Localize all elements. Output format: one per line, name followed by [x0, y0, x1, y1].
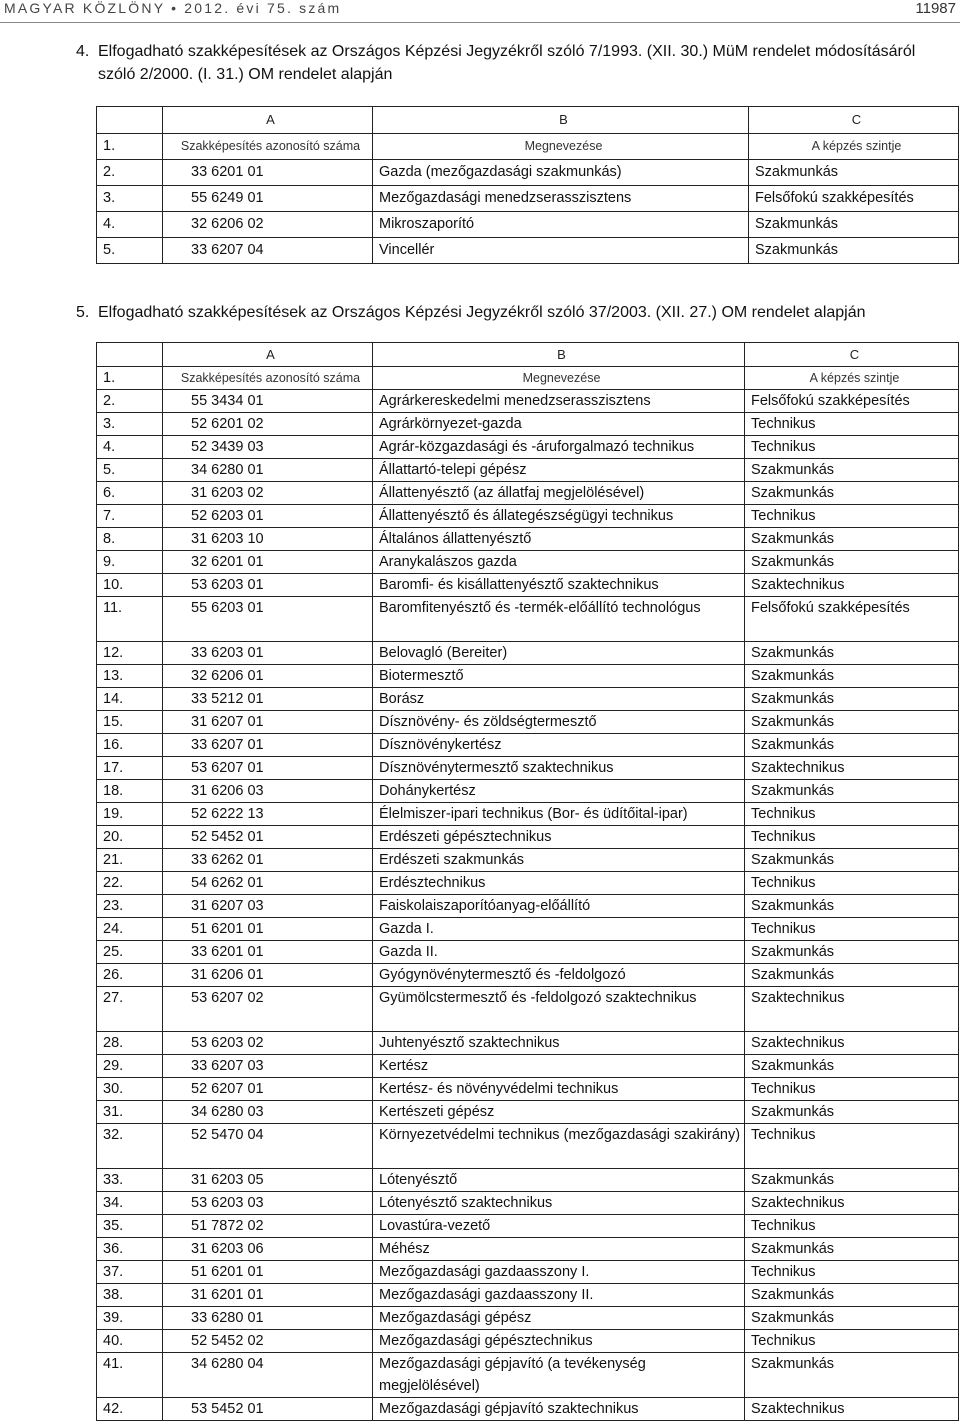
qualification-name: Aranykalászos gazda [373, 551, 745, 574]
table-row [97, 482, 959, 505]
section-5-heading [76, 301, 956, 324]
qualification-code: 31 6207 03 [163, 895, 373, 918]
table-row [97, 1353, 959, 1398]
table-row [97, 574, 959, 597]
training-level: Szakmunkás [745, 528, 959, 551]
row-number: 1. [97, 367, 163, 390]
table-row [97, 505, 959, 528]
column-title-level: A képzés szintje [749, 134, 959, 160]
table-row [97, 1215, 959, 1238]
section-4-heading [76, 40, 956, 86]
training-level: Technikus [745, 1078, 959, 1101]
training-level: Szakmunkás [745, 665, 959, 688]
table-row [97, 688, 959, 711]
training-level: Szakmunkás [745, 642, 959, 665]
table-row [97, 964, 959, 987]
training-level: Technikus [745, 436, 959, 459]
training-level: Szakmunkás [745, 1238, 959, 1261]
column-title-name: Megnevezése [373, 367, 745, 390]
qualification-name: Gyümölcstermesztő és -feldolgozó szaktechnikus [373, 987, 745, 1032]
qualification-name: Lovastúra-vezető [373, 1215, 745, 1238]
training-level: Szakmunkás [745, 551, 959, 574]
header-empty-cell [97, 343, 163, 367]
training-level: Szakmunkás [745, 711, 959, 734]
training-level: Szakmunkás [745, 780, 959, 803]
training-level: Szakmunkás [749, 160, 959, 186]
training-level: Szakmunkás [745, 459, 959, 482]
column-letter-row [97, 343, 959, 367]
row-number: 4. [97, 436, 163, 459]
qualification-name: Lótenyésztő [373, 1169, 745, 1192]
row-number: 41. [97, 1353, 163, 1398]
qualification-code: 32 6206 01 [163, 665, 373, 688]
qualification-name: Baromfi- és kisállattenyésztő szaktechnikus [373, 574, 745, 597]
qualification-name: Mikroszaporító [373, 212, 749, 238]
qualification-code: 54 6262 01 [163, 872, 373, 895]
training-level: Szakmunkás [749, 238, 959, 264]
row-number: 8. [97, 528, 163, 551]
table-row [97, 1192, 959, 1215]
column-letter-row [97, 107, 959, 134]
training-level: Felsőfokú szakképesítés [745, 390, 959, 413]
qualification-code: 53 6203 02 [163, 1032, 373, 1055]
column-letter: C [745, 343, 959, 367]
row-number: 20. [97, 826, 163, 849]
training-level: Szakmunkás [745, 849, 959, 872]
qualification-name: Erdésztechnikus [373, 872, 745, 895]
qualification-code: 33 5212 01 [163, 688, 373, 711]
column-letter: A [163, 343, 373, 367]
training-level: Technikus [745, 918, 959, 941]
qualification-code: 52 5470 04 [163, 1124, 373, 1169]
row-number: 6. [97, 482, 163, 505]
row-number: 10. [97, 574, 163, 597]
row-number: 34. [97, 1192, 163, 1215]
qualification-name: Juhtenyésztő szaktechnikus [373, 1032, 745, 1055]
row-number: 26. [97, 964, 163, 987]
row-number: 40. [97, 1330, 163, 1353]
qualification-code: 51 6201 01 [163, 918, 373, 941]
qualification-name: Erdészeti gépésztechnikus [373, 826, 745, 849]
table-row [97, 1124, 959, 1169]
qualification-code: 33 6203 01 [163, 642, 373, 665]
table-row [97, 413, 959, 436]
table-row [97, 1078, 959, 1101]
table-row [97, 895, 959, 918]
qualification-code: 55 3434 01 [163, 390, 373, 413]
table-row [97, 826, 959, 849]
training-level: Szaktechnikus [745, 987, 959, 1032]
row-number: 24. [97, 918, 163, 941]
qualification-name: Belovagló (Bereiter) [373, 642, 745, 665]
table-row [97, 780, 959, 803]
qualification-name: Mezőgazdasági gépész [373, 1307, 745, 1330]
qualification-name: Biotermesztő [373, 665, 745, 688]
table-row [97, 1398, 959, 1421]
training-level: Technikus [745, 1124, 959, 1169]
table-row [97, 711, 959, 734]
qualification-code: 52 6207 01 [163, 1078, 373, 1101]
training-level: Technikus [745, 1215, 959, 1238]
qualifications-table-1 [96, 106, 959, 264]
table-row [97, 597, 959, 642]
table-row [97, 941, 959, 964]
column-title-name: Megnevezése [373, 134, 749, 160]
qualification-name: Állattenyésztő (az állatfaj megjelölésével) [373, 482, 745, 505]
qualification-name: Kertészeti gépész [373, 1101, 745, 1124]
qualification-code: 52 6203 01 [163, 505, 373, 528]
qualification-code: 31 6207 01 [163, 711, 373, 734]
row-number: 2. [97, 160, 163, 186]
qualification-code: 51 7872 02 [163, 1215, 373, 1238]
row-number: 33. [97, 1169, 163, 1192]
training-level: Technikus [745, 872, 959, 895]
training-level: Szakmunkás [745, 734, 959, 757]
table-row [97, 160, 959, 186]
qualification-code: 33 6201 01 [163, 941, 373, 964]
qualification-code: 33 6207 04 [163, 238, 373, 264]
qualification-name: Agrárkörnyezet-gazda [373, 413, 745, 436]
qualification-code: 31 6206 03 [163, 780, 373, 803]
table-row [97, 987, 959, 1032]
qualification-code: 34 6280 03 [163, 1101, 373, 1124]
qualification-code: 34 6280 01 [163, 459, 373, 482]
journal-title: MAGYAR KÖZLÖNY • 2012. évi 75. szám [4, 0, 342, 16]
row-number: 42. [97, 1398, 163, 1421]
training-level: Szaktechnikus [745, 574, 959, 597]
qualification-name: Vincellér [373, 238, 749, 264]
row-number: 2. [97, 390, 163, 413]
qualification-name: Méhész [373, 1238, 745, 1261]
row-number: 25. [97, 941, 163, 964]
training-level: Szakmunkás [745, 1307, 959, 1330]
row-number: 16. [97, 734, 163, 757]
column-letter: C [749, 107, 959, 134]
qualification-name: Állattartó-telepi gépész [373, 459, 745, 482]
table-row [97, 1101, 959, 1124]
qualification-code: 53 6207 02 [163, 987, 373, 1032]
qualification-code: 32 6206 02 [163, 212, 373, 238]
training-level: Szakmunkás [745, 482, 959, 505]
row-number: 3. [97, 413, 163, 436]
table-row [97, 1261, 959, 1284]
table-row [97, 803, 959, 826]
training-level: Felsőfokú szakképesítés [749, 186, 959, 212]
qualification-name: Mezőgazdasági menedzserasszisztens [373, 186, 749, 212]
row-number: 12. [97, 642, 163, 665]
qualification-code: 31 6203 02 [163, 482, 373, 505]
row-number: 13. [97, 665, 163, 688]
qualification-code: 52 5452 01 [163, 826, 373, 849]
qualification-name: Mezőgazdasági gazdaasszony I. [373, 1261, 745, 1284]
column-title-code: Szakképesítés azonosító száma [163, 134, 373, 160]
row-number: 30. [97, 1078, 163, 1101]
row-number: 23. [97, 895, 163, 918]
column-title-level: A képzés szintje [745, 367, 959, 390]
training-level: Szakmunkás [745, 1169, 959, 1192]
table-row [97, 1169, 959, 1192]
qualification-code: 31 6206 01 [163, 964, 373, 987]
qualification-name: Borász [373, 688, 745, 711]
table-row [97, 1055, 959, 1078]
row-number: 18. [97, 780, 163, 803]
section-title: Elfogadható szakképesítések az Országos Képzési Jegyzékről szóló 37/2003. (XII. 27.) OM rendelet alapján [98, 304, 866, 321]
qualification-name: Mezőgazdasági gazdaasszony II. [373, 1284, 745, 1307]
training-level: Szakmunkás [745, 1055, 959, 1078]
qualification-code: 33 6280 01 [163, 1307, 373, 1330]
table-row [97, 459, 959, 482]
training-level: Szakmunkás [749, 212, 959, 238]
column-title-row [97, 367, 959, 390]
qualification-name: Kertész- és növényvédelmi technikus [373, 1078, 745, 1101]
qualification-code: 55 6249 01 [163, 186, 373, 212]
qualification-name: Gyógynövénytermesztő és -feldolgozó [373, 964, 745, 987]
qualification-code: 33 6207 01 [163, 734, 373, 757]
section-title: Elfogadható szakképesítések az Országos Képzési Jegyzékről szóló 7/1993. (XII. 30.) MüM rendelet módosításáról szóló 2/2000. (I. 31.) OM rendelet alapján [98, 43, 916, 83]
table-row [97, 1238, 959, 1261]
training-level: Technikus [745, 1330, 959, 1353]
section-number: 4. [76, 43, 90, 60]
qualification-code: 33 6262 01 [163, 849, 373, 872]
qualification-name: Állattenyésztő és állategészségügyi technikus [373, 505, 745, 528]
qualifications-table-2 [96, 342, 959, 1421]
qualification-code: 52 6201 02 [163, 413, 373, 436]
table-row [97, 390, 959, 413]
table-row [97, 1032, 959, 1055]
qualification-code: 51 6201 01 [163, 1261, 373, 1284]
row-number: 4. [97, 212, 163, 238]
qualification-name: Agrár-közgazdasági és -áruforgalmazó technikus [373, 436, 745, 459]
row-number: 14. [97, 688, 163, 711]
page-number: 11987 [915, 0, 956, 17]
row-number: 9. [97, 551, 163, 574]
qualification-code: 53 6207 01 [163, 757, 373, 780]
qualification-name: Gazda II. [373, 941, 745, 964]
qualification-code: 32 6201 01 [163, 551, 373, 574]
qualification-code: 52 6222 13 [163, 803, 373, 826]
table-row [97, 872, 959, 895]
row-number: 5. [97, 238, 163, 264]
qualification-code: 52 5452 02 [163, 1330, 373, 1353]
row-number: 36. [97, 1238, 163, 1261]
qualification-name: Agrárkereskedelmi menedzserasszisztens [373, 390, 745, 413]
row-number: 5. [97, 459, 163, 482]
row-number: 27. [97, 987, 163, 1032]
row-number: 7. [97, 505, 163, 528]
qualification-name: Mezőgazdasági gépjavító (a tevékenység megjelölésével) [373, 1353, 745, 1398]
column-letter: B [373, 343, 745, 367]
table-row [97, 436, 959, 459]
table-row [97, 757, 959, 780]
qualification-code: 31 6203 06 [163, 1238, 373, 1261]
row-number: 38. [97, 1284, 163, 1307]
qualification-code: 33 6201 01 [163, 160, 373, 186]
table-row [97, 238, 959, 264]
row-number: 37. [97, 1261, 163, 1284]
qualification-name: Dísznövénykertész [373, 734, 745, 757]
row-number: 39. [97, 1307, 163, 1330]
qualification-name: Gazda I. [373, 918, 745, 941]
qualification-name: Erdészeti szakmunkás [373, 849, 745, 872]
qualification-name: Dísznövény- és zöldségtermesztő [373, 711, 745, 734]
training-level: Technikus [745, 505, 959, 528]
table-row [97, 849, 959, 872]
row-number: 17. [97, 757, 163, 780]
qualification-name: Általános állattenyésztő [373, 528, 745, 551]
qualification-code: 52 3439 03 [163, 436, 373, 459]
row-number: 21. [97, 849, 163, 872]
table-row [97, 665, 959, 688]
qualification-code: 34 6280 04 [163, 1353, 373, 1398]
qualification-code: 53 6203 03 [163, 1192, 373, 1215]
header-empty-cell [97, 107, 163, 134]
training-level: Szaktechnikus [745, 1192, 959, 1215]
qualification-code: 55 6203 01 [163, 597, 373, 642]
qualification-code: 53 5452 01 [163, 1398, 373, 1421]
training-level: Szakmunkás [745, 1353, 959, 1398]
table-row [97, 642, 959, 665]
row-number: 22. [97, 872, 163, 895]
table-row [97, 186, 959, 212]
column-title-code: Szakképesítés azonosító száma [163, 367, 373, 390]
table-row [97, 918, 959, 941]
training-level: Technikus [745, 1261, 959, 1284]
table-row [97, 1284, 959, 1307]
training-level: Szakmunkás [745, 941, 959, 964]
training-level: Szakmunkás [745, 964, 959, 987]
qualification-name: Lótenyésztő szaktechnikus [373, 1192, 745, 1215]
training-level: Felsőfokú szakképesítés [745, 597, 959, 642]
qualification-code: 31 6203 10 [163, 528, 373, 551]
table-row [97, 528, 959, 551]
header-rule [0, 22, 960, 23]
qualification-name: Környezetvédelmi technikus (mezőgazdasági szakirány) [373, 1124, 745, 1169]
training-level: Szaktechnikus [745, 757, 959, 780]
row-number: 31. [97, 1101, 163, 1124]
table-row [97, 212, 959, 238]
row-number: 3. [97, 186, 163, 212]
training-level: Technikus [745, 803, 959, 826]
training-level: Szaktechnikus [745, 1398, 959, 1421]
qualification-name: Kertész [373, 1055, 745, 1078]
table-row [97, 1330, 959, 1353]
qualification-name: Dohánykertész [373, 780, 745, 803]
row-number: 35. [97, 1215, 163, 1238]
section-number: 5. [76, 304, 90, 321]
training-level: Szakmunkás [745, 895, 959, 918]
row-number: 28. [97, 1032, 163, 1055]
table-row [97, 551, 959, 574]
qualification-name: Mezőgazdasági gépjavító szaktechnikus [373, 1398, 745, 1421]
page-header [0, 0, 960, 26]
qualification-name: Dísznövénytermesztő szaktechnikus [373, 757, 745, 780]
qualification-code: 31 6203 05 [163, 1169, 373, 1192]
column-letter: B [373, 107, 749, 134]
row-number: 15. [97, 711, 163, 734]
table-row [97, 734, 959, 757]
qualification-name: Mezőgazdasági gépésztechnikus [373, 1330, 745, 1353]
qualification-name: Faiskolaiszaporítóanyag-előállító [373, 895, 745, 918]
training-level: Szakmunkás [745, 688, 959, 711]
qualification-name: Élelmiszer-ipari technikus (Bor- és üdítőital-ipar) [373, 803, 745, 826]
row-number: 19. [97, 803, 163, 826]
training-level: Szaktechnikus [745, 1032, 959, 1055]
table-row [97, 1307, 959, 1330]
qualification-name: Baromfitenyésztő és -termék-előállító technológus [373, 597, 745, 642]
qualification-code: 31 6201 01 [163, 1284, 373, 1307]
row-number: 11. [97, 597, 163, 642]
row-number: 32. [97, 1124, 163, 1169]
training-level: Technikus [745, 826, 959, 849]
row-number: 1. [97, 134, 163, 160]
training-level: Szakmunkás [745, 1284, 959, 1307]
qualification-code: 33 6207 03 [163, 1055, 373, 1078]
training-level: Szakmunkás [745, 1101, 959, 1124]
qualification-code: 53 6203 01 [163, 574, 373, 597]
column-title-row [97, 134, 959, 160]
training-level: Technikus [745, 413, 959, 436]
row-number: 29. [97, 1055, 163, 1078]
column-letter: A [163, 107, 373, 134]
qualification-name: Gazda (mezőgazdasági szakmunkás) [373, 160, 749, 186]
